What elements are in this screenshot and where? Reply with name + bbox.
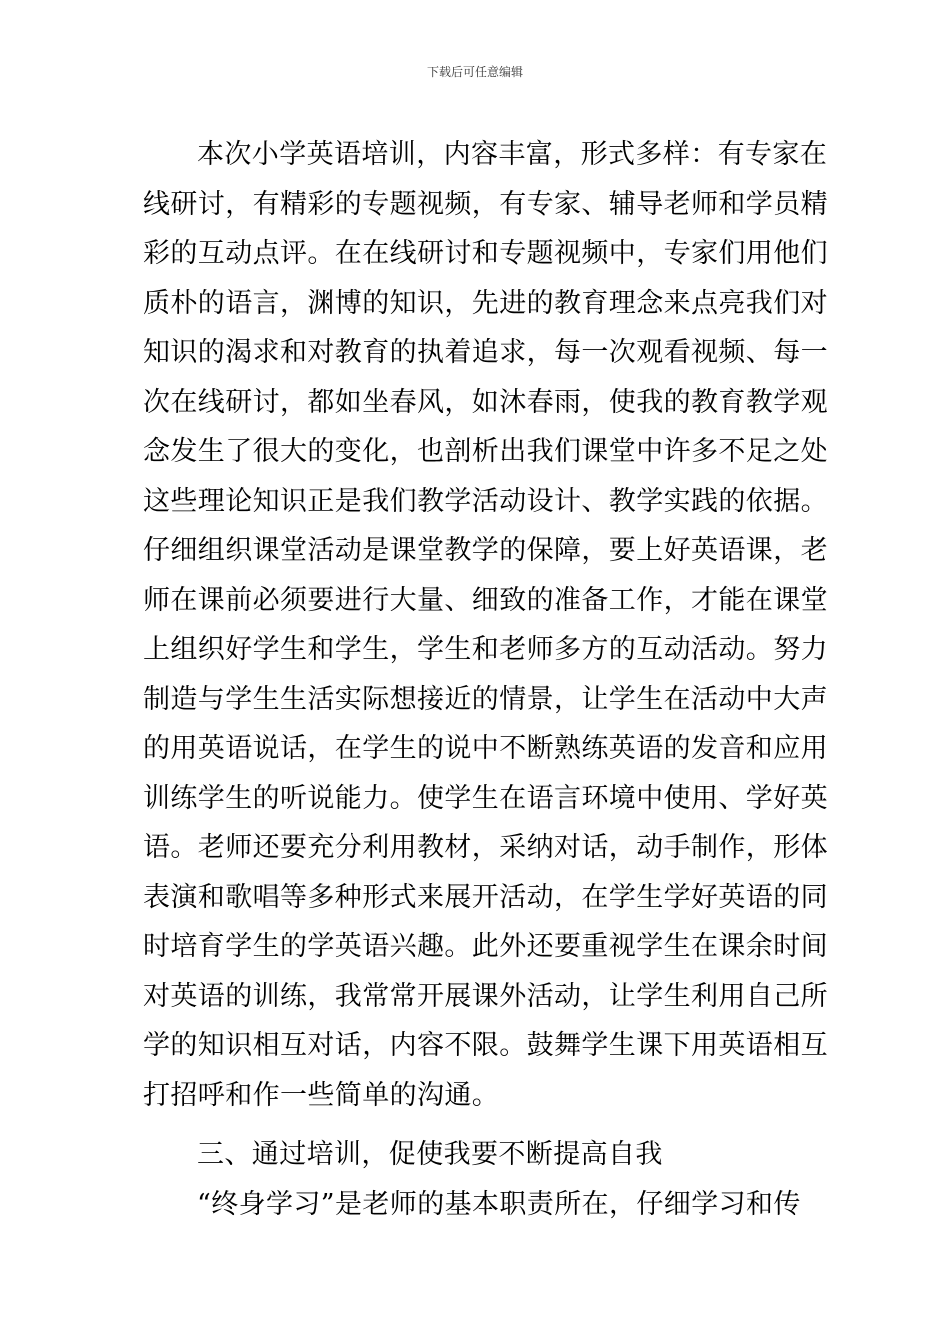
text-line: “终身学习”是老师的基本职责所在，仔细学习和传 bbox=[197, 1188, 801, 1220]
text-line: 学的知识相互对话，内容不限。鼓舞学生课下用英语相互 bbox=[143, 1030, 828, 1061]
document-body bbox=[143, 130, 828, 1229]
text-line: 语。老师还要充分利用教材，采纳对话，动手制作，形体 bbox=[143, 832, 828, 863]
paragraph bbox=[143, 130, 828, 1120]
text-line: 对英语的训练，我常常开展课外活动，让学生利用自己所 bbox=[143, 980, 828, 1012]
text-line: 线研讨，有精彩的专题视频，有专家、辅导老师和学员精 bbox=[143, 188, 828, 220]
text-line: 仔细组织课堂活动是课堂教学的保障，要上好英语课，老 bbox=[143, 535, 828, 566]
text-line: 打招呼和作一些简单的沟通。 bbox=[143, 1079, 500, 1111]
text-line: 念发生了很大的变化，也剖析出我们课堂中许多不足之处 bbox=[143, 436, 828, 467]
text-line: 时培育学生的学英语兴趣。此外还要重视学生在课余时间 bbox=[143, 931, 828, 962]
text-line: 本次小学英语培训，内容丰富，形式多样：有专家在 bbox=[197, 139, 828, 170]
text-line: 彩的互动点评。在在线研讨和专题视频中，专家们用他们 bbox=[143, 238, 828, 269]
text-line: 制造与学生生活实际想接近的情景，让学生在活动中大声 bbox=[143, 683, 828, 715]
page-header: 下载后可任意编辑 bbox=[426, 65, 523, 79]
text-line: 这些理论知识正是我们教学活动设计、教学实践的依据。 bbox=[143, 485, 828, 517]
text-line: 的用英语说话，在学生的说中不断熟练英语的发音和应用 bbox=[143, 733, 828, 764]
text-line: 次在线研讨，都如坐春风，如沐春雨，使我的教育教学观 bbox=[143, 386, 828, 418]
paragraph bbox=[143, 1180, 813, 1230]
text-line: 上组织好学生和学生，学生和老师多方的互动活动。努力 bbox=[143, 634, 828, 665]
text-line: 师在课前必须要进行大量、细致的准备工作，才能在课堂 bbox=[143, 584, 828, 616]
text-line: 质朴的语言，渊博的知识，先进的教育理念来点亮我们对 bbox=[143, 287, 828, 319]
text-line: 知识的渴求和对教育的执着追求，每一次观看视频、每一 bbox=[143, 337, 828, 368]
text-line: 表演和歌唱等多种形式来展开活动，在学生学好英语的同 bbox=[143, 881, 828, 913]
section-heading: 三、通过培训，促使我要不断提高自我 bbox=[197, 1139, 663, 1170]
text-line: 训练学生的听说能力。使学生在语言环境中使用、学好英 bbox=[143, 782, 828, 814]
